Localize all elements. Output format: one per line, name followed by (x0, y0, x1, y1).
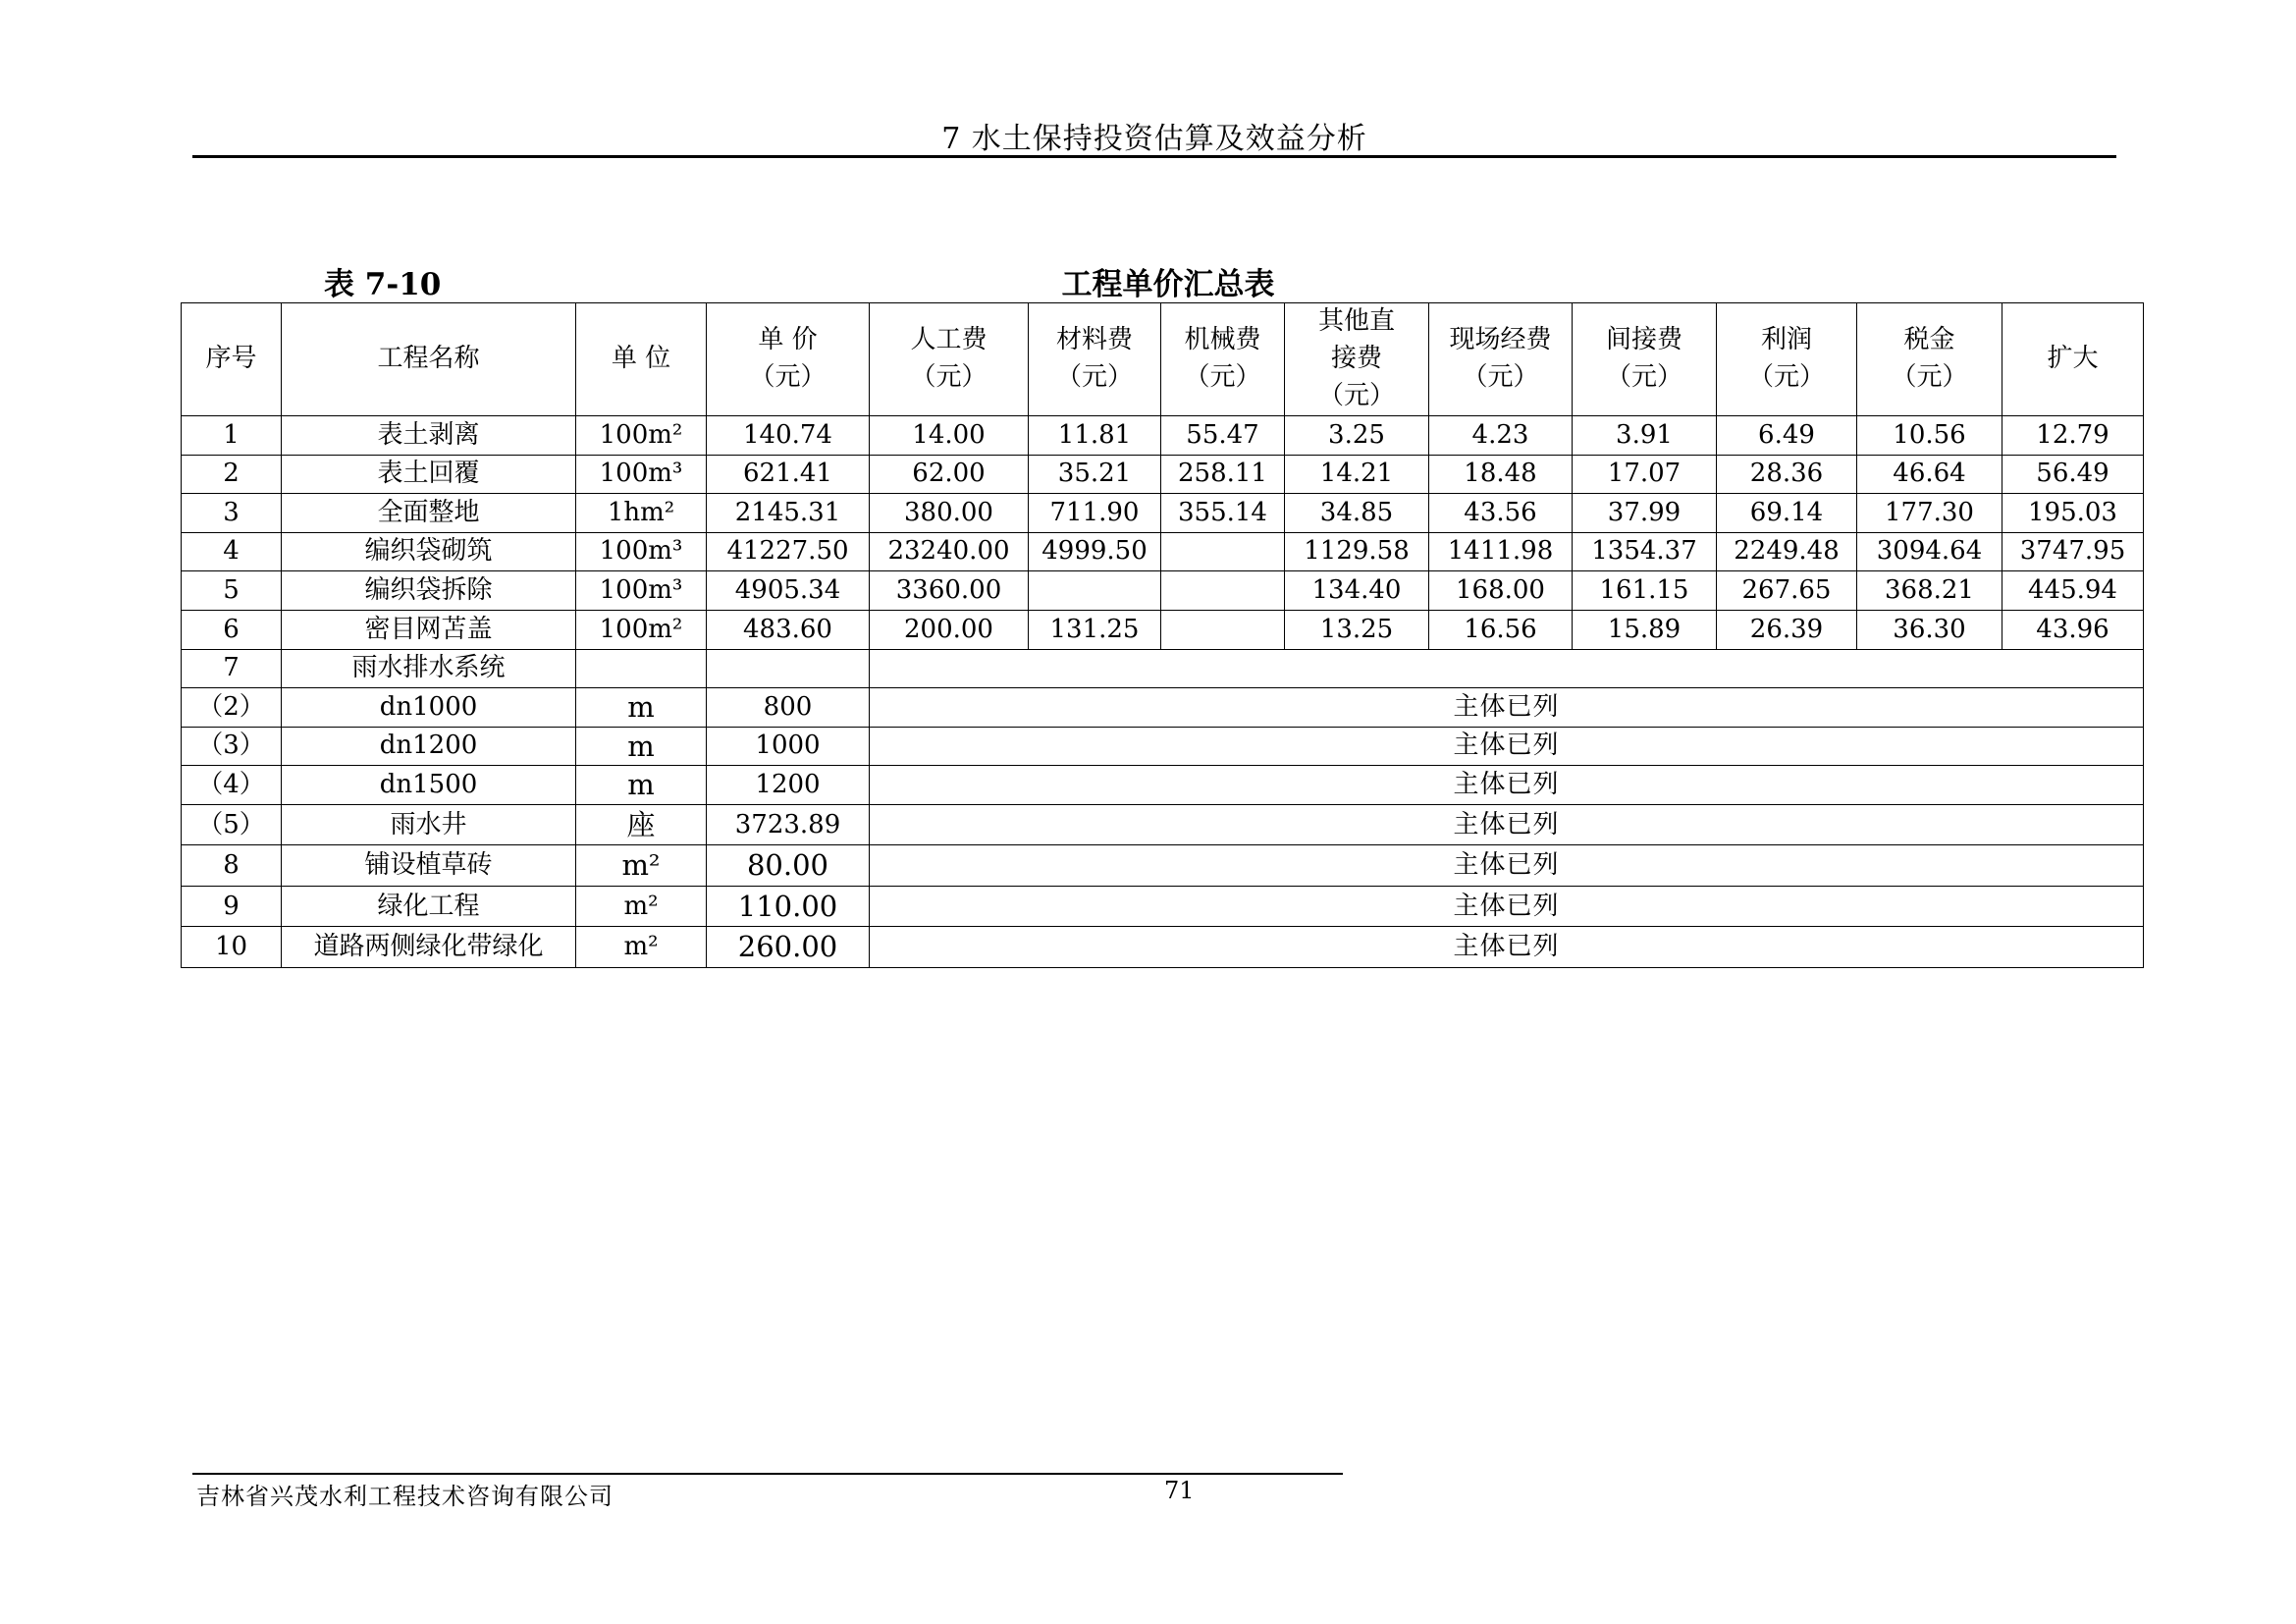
row-site: 1411.98 (1429, 532, 1573, 571)
row-other-direct: 1129.58 (1285, 532, 1429, 571)
row-tax: 36.30 (1857, 610, 2002, 649)
row-unit: 1hm² (576, 494, 707, 533)
row-unit: m² (576, 845, 707, 887)
row-indirect: 37.99 (1573, 494, 1717, 533)
row-tax: 10.56 (1857, 416, 2002, 456)
unit-price-summary-table (181, 302, 2144, 968)
row-no: （3） (182, 727, 282, 766)
row-material (1029, 571, 1161, 611)
col-header-unit: 单 位 (576, 303, 707, 416)
table-label: 表 7-10 (324, 267, 442, 302)
row-profit: 2249.48 (1717, 532, 1857, 571)
row-no: （2） (182, 688, 282, 728)
page-number: 71 (1164, 1477, 1195, 1504)
row-price: 41227.50 (707, 532, 870, 571)
row-expand: 43.96 (2002, 610, 2144, 649)
row-unit: 100m³ (576, 455, 707, 494)
row-expand: 56.49 (2002, 455, 2144, 494)
row-machinery: 55.47 (1161, 416, 1285, 456)
row-material: 11.81 (1029, 416, 1161, 456)
row-material: 4999.50 (1029, 532, 1161, 571)
row-name: dn1200 (282, 727, 576, 766)
table-title: 工程单价汇总表 (1061, 267, 1275, 302)
table-row (182, 886, 2144, 927)
row-price: 140.74 (707, 416, 870, 456)
row-note: 主体已列 (870, 845, 2144, 887)
row-price: 621.41 (707, 455, 870, 494)
row-labor: 23240.00 (870, 532, 1029, 571)
row-expand: 3747.95 (2002, 532, 2144, 571)
row-price: 3723.89 (707, 804, 870, 845)
row-site: 16.56 (1429, 610, 1573, 649)
row-name: dn1500 (282, 766, 576, 805)
row-site: 43.56 (1429, 494, 1573, 533)
row-name: 绿化工程 (282, 886, 576, 927)
row-unit: 100m² (576, 416, 707, 456)
row-machinery (1161, 610, 1285, 649)
header-divider (192, 155, 2116, 158)
row-indirect: 17.07 (1573, 455, 1717, 494)
row-material: 35.21 (1029, 455, 1161, 494)
row-tax: 177.30 (1857, 494, 2002, 533)
row-price: 110.00 (707, 886, 870, 927)
row-name: 编织袋拆除 (282, 571, 576, 611)
row-note: 主体已列 (870, 927, 2144, 968)
row-profit: 6.49 (1717, 416, 1857, 456)
row-name: 编织袋砌筑 (282, 532, 576, 571)
row-price: 4905.34 (707, 571, 870, 611)
col-header-expand: 扩大 (2002, 303, 2144, 416)
row-material: 711.90 (1029, 494, 1161, 533)
row-name: 密目网苫盖 (282, 610, 576, 649)
row-unit: 座 (576, 804, 707, 845)
row-site: 18.48 (1429, 455, 1573, 494)
row-indirect: 3.91 (1573, 416, 1717, 456)
row-unit: 100m³ (576, 571, 707, 611)
row-unit: m² (576, 886, 707, 927)
row-no: 3 (182, 494, 282, 533)
row-profit: 267.65 (1717, 571, 1857, 611)
row-name: 雨水井 (282, 804, 576, 845)
row-unit: 100m³ (576, 532, 707, 571)
row-tax: 368.21 (1857, 571, 2002, 611)
row-no: （4） (182, 766, 282, 805)
row-note: 主体已列 (870, 727, 2144, 766)
row-other-direct: 13.25 (1285, 610, 1429, 649)
table-row (182, 927, 2144, 968)
row-expand: 195.03 (2002, 494, 2144, 533)
table-row (182, 455, 2144, 494)
row-machinery (1161, 571, 1285, 611)
col-header-labor: 人工费（元） (870, 303, 1029, 416)
row-price: 80.00 (707, 845, 870, 887)
row-indirect: 15.89 (1573, 610, 1717, 649)
table-row (182, 766, 2144, 805)
row-profit: 28.36 (1717, 455, 1857, 494)
col-header-material: 材料费（元） (1029, 303, 1161, 416)
row-unit: m (576, 688, 707, 728)
col-header-other-direct: 其他直接费（元） (1285, 303, 1429, 416)
row-unit: 100m² (576, 610, 707, 649)
col-header-tax: 税金（元） (1857, 303, 2002, 416)
row-labor: 200.00 (870, 610, 1029, 649)
row-other-direct: 14.21 (1285, 455, 1429, 494)
row-merged-empty (870, 649, 2144, 688)
footer-company: 吉林省兴茂水利工程技术咨询有限公司 (196, 1483, 614, 1510)
row-labor: 380.00 (870, 494, 1029, 533)
col-header-no: 序号 (182, 303, 282, 416)
table-row (182, 727, 2144, 766)
col-header-machinery: 机械费（元） (1161, 303, 1285, 416)
row-tax: 3094.64 (1857, 532, 2002, 571)
row-unit: m (576, 727, 707, 766)
table-row (182, 494, 2144, 533)
footer-divider (192, 1473, 1343, 1475)
row-profit: 26.39 (1717, 610, 1857, 649)
row-machinery: 355.14 (1161, 494, 1285, 533)
table-row (182, 532, 2144, 571)
row-profit: 69.14 (1717, 494, 1857, 533)
row-no: 8 (182, 845, 282, 887)
table-header-row (182, 303, 2144, 416)
row-note: 主体已列 (870, 886, 2144, 927)
row-labor: 14.00 (870, 416, 1029, 456)
col-header-name: 工程名称 (282, 303, 576, 416)
row-unit: m² (576, 927, 707, 968)
row-labor: 62.00 (870, 455, 1029, 494)
table-group-row (182, 649, 2144, 688)
row-tax: 46.64 (1857, 455, 2002, 494)
row-no: 7 (182, 649, 282, 688)
row-price: 2145.31 (707, 494, 870, 533)
row-price: 483.60 (707, 610, 870, 649)
row-no: 5 (182, 571, 282, 611)
row-no: 10 (182, 927, 282, 968)
table-row (182, 571, 2144, 611)
row-name: 雨水排水系统 (282, 649, 576, 688)
col-header-price: 单 价（元） (707, 303, 870, 416)
row-material: 131.25 (1029, 610, 1161, 649)
row-other-direct: 3.25 (1285, 416, 1429, 456)
chapter-header: 7 水土保持投资估算及效益分析 (941, 122, 1367, 156)
row-site: 4.23 (1429, 416, 1573, 456)
row-name: dn1000 (282, 688, 576, 728)
row-no: 9 (182, 886, 282, 927)
row-name: 表土剥离 (282, 416, 576, 456)
row-expand: 445.94 (2002, 571, 2144, 611)
row-no: 2 (182, 455, 282, 494)
row-price: 1000 (707, 727, 870, 766)
row-price: 260.00 (707, 927, 870, 968)
table-row (182, 688, 2144, 728)
row-expand: 12.79 (2002, 416, 2144, 456)
row-site: 168.00 (1429, 571, 1573, 611)
row-note: 主体已列 (870, 766, 2144, 805)
row-name: 全面整地 (282, 494, 576, 533)
row-other-direct: 34.85 (1285, 494, 1429, 533)
row-no: 6 (182, 610, 282, 649)
row-unit: m (576, 766, 707, 805)
row-other-direct: 134.40 (1285, 571, 1429, 611)
row-machinery (1161, 532, 1285, 571)
table-row (182, 845, 2144, 887)
col-header-indirect: 间接费（元） (1573, 303, 1717, 416)
row-labor: 3360.00 (870, 571, 1029, 611)
row-indirect: 1354.37 (1573, 532, 1717, 571)
table-row (182, 416, 2144, 456)
row-price: 1200 (707, 766, 870, 805)
row-no: （5） (182, 804, 282, 845)
row-machinery: 258.11 (1161, 455, 1285, 494)
row-no: 1 (182, 416, 282, 456)
table-row (182, 804, 2144, 845)
row-indirect: 161.15 (1573, 571, 1717, 611)
table-row (182, 610, 2144, 649)
row-price (707, 649, 870, 688)
row-price: 800 (707, 688, 870, 728)
row-name: 道路两侧绿化带绿化 (282, 927, 576, 968)
row-unit (576, 649, 707, 688)
col-header-site: 现场经费（元） (1429, 303, 1573, 416)
row-note: 主体已列 (870, 688, 2144, 728)
row-note: 主体已列 (870, 804, 2144, 845)
row-name: 铺设植草砖 (282, 845, 576, 887)
col-header-profit: 利润（元） (1717, 303, 1857, 416)
row-name: 表土回覆 (282, 455, 576, 494)
row-no: 4 (182, 532, 282, 571)
